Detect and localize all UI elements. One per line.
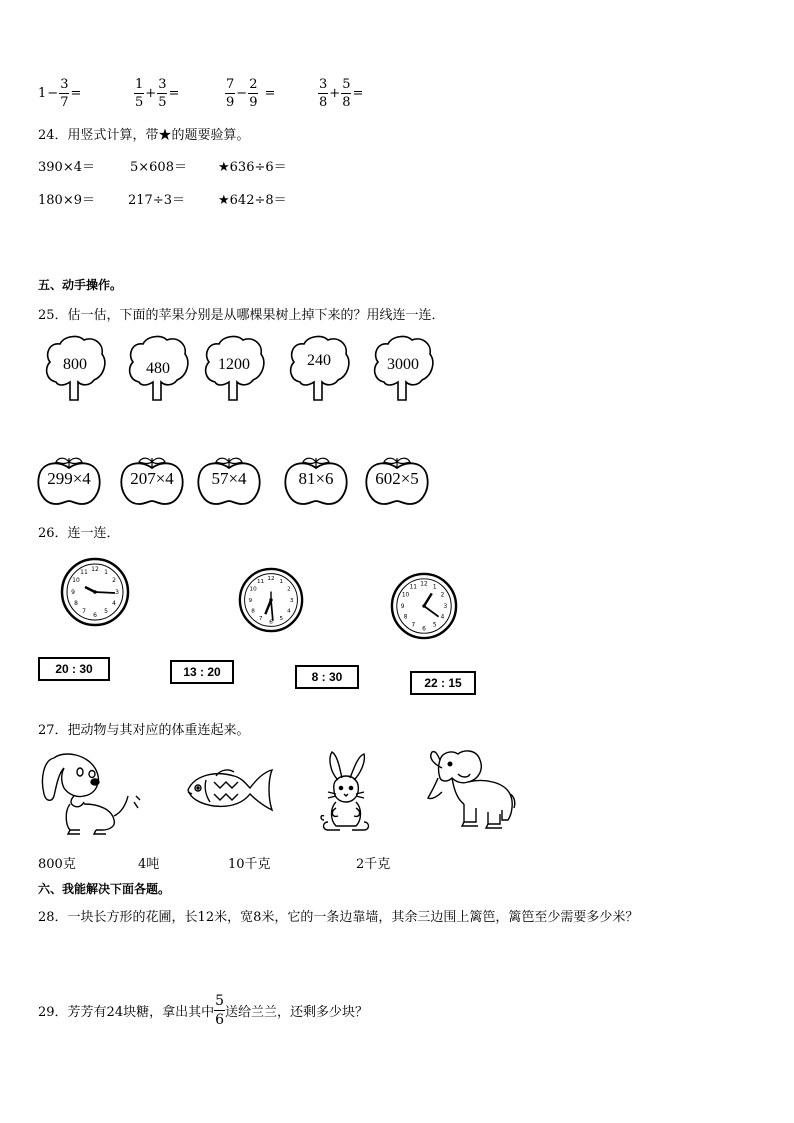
time-label: 22 : 15 (424, 676, 462, 690)
svg-text:1: 1 (104, 569, 108, 576)
svg-text:9: 9 (248, 597, 253, 604)
time-label: 8 : 30 (311, 670, 343, 684)
calc-item: ★636÷6＝ (218, 160, 287, 175)
equals-sign: = (264, 86, 276, 101)
time-box[interactable] (295, 665, 359, 689)
fraction: $\frac{5}{8}$ (342, 77, 351, 110)
apple-expr: 299×4 (47, 469, 91, 488)
tree-value: 240 (307, 352, 331, 369)
svg-text:7: 7 (411, 622, 416, 629)
clock-icon (390, 572, 458, 640)
svg-text:10: 10 (249, 586, 257, 593)
svg-text:1: 1 (279, 579, 284, 586)
svg-text:10: 10 (401, 592, 410, 599)
apple-expr: 207×4 (130, 469, 174, 488)
svg-text:8: 8 (403, 614, 408, 621)
svg-text:7: 7 (82, 608, 86, 615)
dog-icon (40, 750, 144, 836)
clock-3[interactable] (390, 572, 458, 640)
fraction: $\frac{2}{9}$ (249, 77, 258, 110)
svg-text:10: 10 (72, 577, 80, 584)
svg-text:6: 6 (93, 612, 97, 619)
fraction: $\frac{1}{5}$ (135, 77, 144, 110)
svg-text:8: 8 (74, 600, 78, 607)
fraction: $\frac{3}{5}$ (158, 77, 167, 110)
calc-item: 217÷3＝ (128, 193, 185, 208)
rabbit-icon (318, 750, 374, 836)
apple-expr: 81×6 (298, 469, 334, 488)
time-box[interactable] (38, 657, 110, 681)
fraction-expr-3 (225, 78, 276, 109)
fraction: $\frac{5}{6}$ (215, 993, 225, 1028)
apple-2[interactable] (119, 454, 185, 508)
operator: + (329, 86, 341, 101)
svg-text:4: 4 (287, 608, 291, 615)
calc-item: 390×4＝ (38, 160, 95, 175)
question-29-after: 送给兰兰，还剩多少块？ (225, 1005, 369, 1020)
svg-text:6: 6 (422, 626, 426, 633)
tree-value: 3000 (387, 356, 419, 373)
fish[interactable] (184, 766, 276, 814)
svg-text:6: 6 (269, 619, 273, 626)
operator: − (47, 86, 59, 101)
rabbit[interactable] (318, 750, 374, 836)
calc-item: ★642÷8＝ (218, 193, 287, 208)
time-label: 13 : 20 (183, 665, 221, 679)
svg-text:3: 3 (289, 597, 294, 604)
svg-text:2: 2 (112, 577, 116, 584)
svg-text:4: 4 (440, 614, 445, 621)
question-28-text: 28．一块长方形的花圃，长12米，宽8米，它的一条边靠墙，其余三边围上篱笆，篱笆至少需要多少米？ (38, 910, 639, 925)
weight-label[interactable]: 2千克 (356, 857, 391, 872)
weight-label[interactable]: 10千克 (228, 857, 271, 872)
fraction: $\frac{7}{9}$ (226, 77, 235, 110)
equals-sign: = (70, 86, 82, 101)
section-heading: 六、我能解决下面各题。 (38, 882, 171, 896)
apple-expr: 57×4 (211, 469, 247, 488)
svg-text:11: 11 (80, 569, 88, 576)
fraction: $\frac{3}{7}$ (60, 77, 69, 110)
section-heading: 五、动手操作。 (38, 278, 123, 292)
equals-sign: = (352, 86, 364, 101)
svg-text:4: 4 (112, 600, 116, 607)
fraction-expr-2 (134, 78, 180, 109)
weight-label[interactable]: 800克 (38, 857, 76, 872)
apple-3[interactable] (196, 454, 262, 508)
calc-item: 180×9＝ (38, 193, 95, 208)
svg-text:12: 12 (420, 581, 428, 588)
clock-2[interactable] (238, 567, 304, 633)
apple-4[interactable] (283, 454, 349, 508)
question-25-title: 25．估一估，下面的苹果分别是从哪棵果树上掉下来的？用线连一连． (38, 308, 445, 323)
dog[interactable] (40, 750, 144, 836)
apple-expr: 602×5 (375, 469, 419, 488)
tree-3[interactable] (201, 334, 267, 404)
apple-1[interactable] (36, 454, 102, 508)
elephant[interactable] (424, 748, 516, 832)
svg-text:11: 11 (257, 579, 265, 586)
tree-value: 800 (63, 356, 87, 373)
question-26-title: 26．连一连． (38, 526, 120, 541)
svg-text:5: 5 (279, 615, 284, 622)
tree-2[interactable] (125, 334, 191, 404)
operator: − (236, 86, 248, 101)
calc-item: 5×608＝ (130, 160, 187, 175)
tree-1[interactable] (42, 334, 108, 404)
equals-sign: = (168, 86, 180, 101)
time-box[interactable] (170, 660, 234, 684)
tree-5[interactable] (370, 334, 436, 404)
fraction: $\frac{3}{8}$ (319, 77, 328, 110)
svg-text:11: 11 (409, 584, 418, 591)
question-29-before: 29．芳芳有24块糖，拿出其中 (38, 1005, 215, 1020)
svg-text:2: 2 (440, 592, 445, 599)
weight-label[interactable]: 4吨 (138, 857, 160, 872)
fish-icon (184, 766, 276, 814)
svg-text:3: 3 (443, 603, 448, 610)
tree-4[interactable] (286, 334, 352, 404)
svg-text:2: 2 (287, 586, 291, 593)
clock-icon (60, 557, 130, 627)
svg-text:9: 9 (400, 603, 405, 610)
fraction-expr-4 (318, 78, 364, 109)
svg-text:3: 3 (115, 589, 119, 596)
apple-5[interactable] (364, 454, 430, 508)
time-label: 20 : 30 (55, 662, 93, 676)
question-29-text (38, 994, 368, 1027)
operator: + (145, 86, 157, 101)
svg-text:1: 1 (432, 584, 437, 591)
fraction-expr-1 (38, 78, 82, 109)
time-box[interactable] (410, 671, 476, 695)
svg-text:9: 9 (71, 589, 75, 596)
question-24-title: 24．用竖式计算，带★的题要验算。 (38, 128, 250, 143)
clock-icon (238, 567, 304, 633)
svg-text:12: 12 (91, 566, 99, 573)
svg-text:12: 12 (267, 576, 275, 583)
question-27-title: 27．把动物与其对应的体重连起来。 (38, 723, 250, 738)
svg-text:5: 5 (432, 622, 437, 629)
elephant-icon (424, 748, 516, 832)
svg-text:5: 5 (104, 608, 108, 615)
tree-value: 1200 (218, 356, 250, 373)
svg-text:8: 8 (251, 608, 255, 615)
whole-number: 1 (38, 86, 47, 101)
svg-text:7: 7 (258, 615, 263, 622)
tree-value: 480 (146, 360, 170, 377)
clock-1[interactable] (60, 557, 130, 627)
